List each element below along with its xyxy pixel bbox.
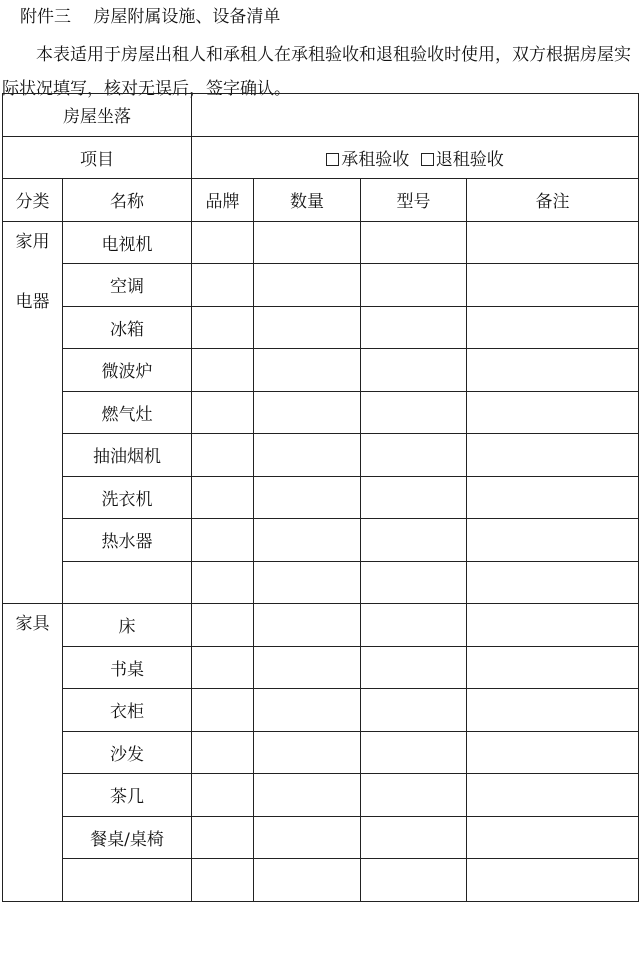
item-name-cell: 书桌 <box>63 646 192 689</box>
inspection-options-cell <box>192 136 639 179</box>
brand-cell[interactable] <box>192 434 254 477</box>
quantity-cell[interactable] <box>254 689 361 732</box>
table-row <box>3 561 639 604</box>
remarks-cell[interactable] <box>467 859 639 902</box>
item-name-cell: 电视机 <box>63 221 192 264</box>
quantity-cell[interactable] <box>254 434 361 477</box>
quantity-cell[interactable] <box>254 221 361 264</box>
quantity-cell[interactable] <box>254 731 361 774</box>
quantity-cell[interactable] <box>254 561 361 604</box>
check-option-label: 承租验收 <box>341 149 410 170</box>
model-cell[interactable] <box>361 604 467 647</box>
model-cell[interactable] <box>361 774 467 817</box>
category-cell <box>3 221 63 604</box>
brand-cell[interactable] <box>192 349 254 392</box>
category-label: 电器 <box>15 291 50 312</box>
remarks-cell[interactable] <box>467 264 639 307</box>
model-cell[interactable] <box>361 519 467 562</box>
header-remarks: 备注 <box>467 179 639 222</box>
model-cell[interactable] <box>361 264 467 307</box>
table-row <box>3 391 639 434</box>
remarks-cell[interactable] <box>467 816 639 859</box>
brand-cell[interactable] <box>192 604 254 647</box>
remarks-cell[interactable] <box>467 306 639 349</box>
table-row <box>3 306 639 349</box>
remarks-cell[interactable] <box>467 646 639 689</box>
quantity-cell[interactable] <box>254 391 361 434</box>
model-cell[interactable] <box>361 816 467 859</box>
model-cell[interactable] <box>361 859 467 902</box>
quantity-cell[interactable] <box>254 264 361 307</box>
location-value-cell[interactable] <box>192 94 639 137</box>
document-title: 附件三 房屋附属设施、设备清单 <box>20 7 281 27</box>
model-cell[interactable] <box>361 391 467 434</box>
intro-paragraph: 本表适用于房屋出租人和承租人在承租验收和退租验收时使用，双方根据房屋实际状况填写，核对无误后，签字确认。 <box>2 45 631 99</box>
item-name-cell <box>63 859 192 902</box>
remarks-cell[interactable] <box>467 731 639 774</box>
check-option-lease-out[interactable] <box>421 150 504 170</box>
table-row <box>3 476 639 519</box>
remarks-cell[interactable] <box>467 349 639 392</box>
table-row <box>3 774 639 817</box>
checkbox-icon[interactable] <box>326 153 339 166</box>
quantity-cell[interactable] <box>254 349 361 392</box>
table-row <box>3 731 639 774</box>
brand-cell[interactable] <box>192 221 254 264</box>
item-name-cell <box>63 561 192 604</box>
item-name-cell: 沙发 <box>63 731 192 774</box>
item-label: 项目 <box>3 136 192 179</box>
quantity-cell[interactable] <box>254 519 361 562</box>
remarks-cell[interactable] <box>467 689 639 732</box>
brand-cell[interactable] <box>192 731 254 774</box>
checkbox-icon[interactable] <box>421 153 434 166</box>
item-name-cell: 空调 <box>63 264 192 307</box>
remarks-cell[interactable] <box>467 221 639 264</box>
item-name-cell: 燃气灶 <box>63 391 192 434</box>
model-cell[interactable] <box>361 306 467 349</box>
model-cell[interactable] <box>361 476 467 519</box>
brand-cell[interactable] <box>192 689 254 732</box>
remarks-cell[interactable] <box>467 604 639 647</box>
location-row <box>3 94 639 137</box>
header-name: 名称 <box>63 179 192 222</box>
brand-cell[interactable] <box>192 264 254 307</box>
facilities-table <box>2 93 639 902</box>
table-row <box>3 604 639 647</box>
brand-cell[interactable] <box>192 646 254 689</box>
location-label: 房屋坐落 <box>3 94 192 137</box>
brand-cell[interactable] <box>192 816 254 859</box>
model-cell[interactable] <box>361 434 467 477</box>
header-model: 型号 <box>361 179 467 222</box>
item-name-cell: 餐桌/桌椅 <box>63 816 192 859</box>
remarks-cell[interactable] <box>467 519 639 562</box>
item-name-cell: 床 <box>63 604 192 647</box>
brand-cell[interactable] <box>192 774 254 817</box>
table-row <box>3 859 639 902</box>
quantity-cell[interactable] <box>254 306 361 349</box>
item-name-cell: 茶几 <box>63 774 192 817</box>
header-row <box>3 179 639 222</box>
table-row <box>3 264 639 307</box>
category-label: 家具 <box>15 614 50 634</box>
quantity-cell[interactable] <box>254 859 361 902</box>
table-row <box>3 519 639 562</box>
quantity-cell[interactable] <box>254 816 361 859</box>
item-name-cell: 洗衣机 <box>63 476 192 519</box>
model-cell[interactable] <box>361 731 467 774</box>
item-name-cell: 衣柜 <box>63 689 192 732</box>
header-brand: 品牌 <box>192 179 254 222</box>
model-cell[interactable] <box>361 221 467 264</box>
item-name-cell: 冰箱 <box>63 306 192 349</box>
header-quantity: 数量 <box>254 179 361 222</box>
table-row <box>3 349 639 392</box>
table-row <box>3 646 639 689</box>
check-option-label: 退租验收 <box>435 149 504 170</box>
inspection-type-row <box>3 136 639 179</box>
quantity-cell[interactable] <box>254 476 361 519</box>
remarks-cell[interactable] <box>467 391 639 434</box>
brand-cell[interactable] <box>192 519 254 562</box>
table-row <box>3 434 639 477</box>
category-cell <box>3 604 63 902</box>
table-row <box>3 221 639 264</box>
item-name-cell: 微波炉 <box>63 349 192 392</box>
remarks-cell[interactable] <box>467 476 639 519</box>
facilities-table-body <box>3 94 639 902</box>
brand-cell[interactable] <box>192 476 254 519</box>
model-cell[interactable] <box>361 689 467 732</box>
brand-cell[interactable] <box>192 859 254 902</box>
remarks-cell[interactable] <box>467 434 639 477</box>
model-cell[interactable] <box>361 349 467 392</box>
remarks-cell[interactable] <box>467 774 639 817</box>
table-row <box>3 689 639 732</box>
brand-cell[interactable] <box>192 391 254 434</box>
check-option-lease-in[interactable] <box>326 150 414 170</box>
quantity-cell[interactable] <box>254 774 361 817</box>
brand-cell[interactable] <box>192 306 254 349</box>
brand-cell[interactable] <box>192 561 254 604</box>
item-name-cell: 热水器 <box>63 519 192 562</box>
quantity-cell[interactable] <box>254 646 361 689</box>
quantity-cell[interactable] <box>254 604 361 647</box>
model-cell[interactable] <box>361 646 467 689</box>
item-name-cell: 抽油烟机 <box>63 434 192 477</box>
header-category: 分类 <box>3 179 63 222</box>
model-cell[interactable] <box>361 561 467 604</box>
category-label: 家用 <box>15 231 50 252</box>
remarks-cell[interactable] <box>467 561 639 604</box>
table-row <box>3 816 639 859</box>
